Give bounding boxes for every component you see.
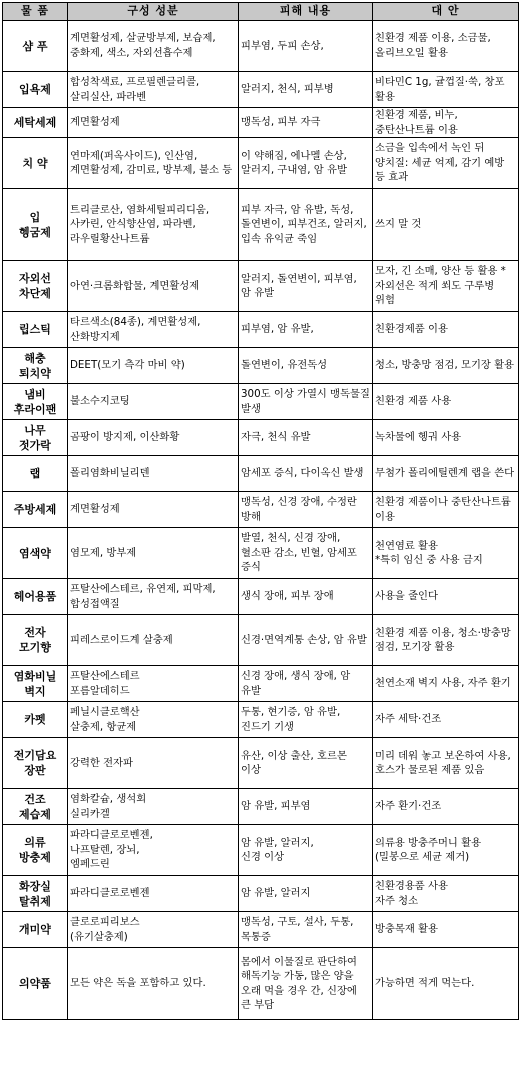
cell-harm: 300도 이상 가열시 맹독물질 발생 (239, 384, 373, 420)
cell-ingredients: 페닐시클로핵산 살충제, 항균제 (68, 702, 239, 738)
cell-product: 의약품 (3, 948, 68, 1020)
cell-alternative: 미리 데워 놓고 보온하여 사용, 호스가 물로된 제품 있음 (373, 738, 519, 789)
cell-product: 카펫 (3, 702, 68, 738)
cell-ingredients: 염화칼슘, 생석회 실리카겔 (68, 789, 239, 825)
cell-ingredients: 피레스로이드계 살충제 (68, 615, 239, 666)
cell-product: 염색약 (3, 528, 68, 579)
cell-ingredients: 파라디클로로벤젠, 나프탈렌, 장뇌, 엠페드린 (68, 825, 239, 876)
table-row (3, 579, 519, 615)
table-body (3, 21, 519, 1020)
header-alternative: 대 안 (373, 3, 519, 21)
cell-ingredients: 프탈산에스테르 포름알데히드 (68, 666, 239, 702)
cell-ingredients: 모든 약은 독을 포함하고 있다. (68, 948, 239, 1020)
cell-product: 세탁세제 (3, 108, 68, 138)
cell-alternative: 친환경 제품, 비누, 중탄산나트륨 이용 (373, 108, 519, 138)
cell-alternative: 사용을 줄인다 (373, 579, 519, 615)
cell-harm: 피부염, 암 유발, (239, 312, 373, 348)
cell-ingredients: 타르색소(84종), 계면활성제, 산화방지제 (68, 312, 239, 348)
cell-ingredients: 프탈산에스테르, 유연제, 피막제, 합성접액질 (68, 579, 239, 615)
header-product: 물 품 (3, 3, 68, 21)
table-row (3, 825, 519, 876)
cell-product: 입 헹굼제 (3, 189, 68, 261)
cell-ingredients: DEET(모기 측각 마비 약) (68, 348, 239, 384)
cell-alternative: 방충목재 활용 (373, 912, 519, 948)
cell-ingredients: 불소수지코팅 (68, 384, 239, 420)
cell-harm: 맹독성, 구토, 설사, 두통, 목통증 (239, 912, 373, 948)
cell-harm: 암 유발, 피부염 (239, 789, 373, 825)
cell-ingredients: 강력한 전자파 (68, 738, 239, 789)
cell-product: 랩 (3, 456, 68, 492)
cell-alternative: 비타민C 1g, 귤껍질·쑥, 창포 활용 (373, 72, 519, 108)
table-row (3, 138, 519, 189)
table-row (3, 72, 519, 108)
cell-ingredients: 아연·크롬화합물, 계면활성제 (68, 261, 239, 312)
table-row (3, 21, 519, 72)
cell-alternative: 무첨가 폴리에틸렌계 랩을 쓴다 (373, 456, 519, 492)
cell-harm: 신경 장애, 생식 장애, 암 유발 (239, 666, 373, 702)
cell-ingredients: 연마제(퍼옥사이드), 인산염, 계면활성제, 감미료, 방부제, 불소 등 (68, 138, 239, 189)
cell-harm: 자극, 천식 유발 (239, 420, 373, 456)
cell-harm: 이 약해짐, 에나멜 손상, 알러지, 구내염, 암 유발 (239, 138, 373, 189)
table-row (3, 948, 519, 1020)
cell-harm: 알러지, 천식, 피부병 (239, 72, 373, 108)
table-header-row (3, 3, 519, 21)
cell-harm: 유산, 이상 출산, 호르몬 이상 (239, 738, 373, 789)
cell-ingredients: 트리클로산, 염화세틸피리디움, 사카린, 안식향산염, 파라벤, 라우릴황산나트륨 (68, 189, 239, 261)
cell-product: 주방세제 (3, 492, 68, 528)
cell-ingredients: 파라디클로로벤젠 (68, 876, 239, 912)
cell-harm: 암 유발, 알러지 (239, 876, 373, 912)
cell-alternative: 친환경 제품 이용, 소금물, 올리브오일 활용 (373, 21, 519, 72)
cell-alternative: 친환경 제품 이용, 청소·방충망 점검, 모기장 활용 (373, 615, 519, 666)
cell-alternative: 소금을 입속에서 녹인 뒤 양치질: 세균 억제, 감기 예방 등 효과 (373, 138, 519, 189)
cell-product: 냄비 후라이팬 (3, 384, 68, 420)
cell-alternative: 청소, 방충망 점검, 모기장 활용 (373, 348, 519, 384)
cell-product: 개미약 (3, 912, 68, 948)
cell-product: 전기담요 장판 (3, 738, 68, 789)
cell-product: 헤어용품 (3, 579, 68, 615)
table-row (3, 666, 519, 702)
table-row (3, 738, 519, 789)
table-row (3, 108, 519, 138)
cell-product: 해충 퇴치약 (3, 348, 68, 384)
cell-harm: 생식 장애, 피부 장애 (239, 579, 373, 615)
cell-harm: 암세포 증식, 다이옥신 발생 (239, 456, 373, 492)
cell-ingredients: 계면활성제 (68, 492, 239, 528)
cell-harm: 발열, 천식, 신경 장애, 혈소판 감소, 빈혈, 암세포 증식 (239, 528, 373, 579)
cell-harm: 암 유발, 알러지, 신경 이상 (239, 825, 373, 876)
cell-ingredients: 합성착색료, 프로필렌글리콜, 살리실산, 파라벤 (68, 72, 239, 108)
cell-product: 화장실 탈취제 (3, 876, 68, 912)
cell-product: 치 약 (3, 138, 68, 189)
table-row (3, 789, 519, 825)
cell-alternative: 가능하면 적게 먹는다. (373, 948, 519, 1020)
cell-ingredients: 염모제, 방부제 (68, 528, 239, 579)
table-row (3, 912, 519, 948)
table-row (3, 492, 519, 528)
table-row (3, 456, 519, 492)
cell-alternative: 의류용 방충주머니 활용 (밀봉으로 세균 제거) (373, 825, 519, 876)
table-row (3, 528, 519, 579)
hazard-table (2, 2, 519, 1020)
cell-ingredients: 계면활성제, 살균방부제, 보습제, 중화제, 색소, 자외선흡수제 (68, 21, 239, 72)
cell-harm: 피부염, 두피 손상, (239, 21, 373, 72)
cell-product: 건조 제습제 (3, 789, 68, 825)
cell-alternative: 모자, 긴 소매, 양산 등 활용 *자외선은 적게 쐬도 구루병 위험 (373, 261, 519, 312)
cell-product: 자외선 차단제 (3, 261, 68, 312)
cell-harm: 알러지, 돌연변이, 피부염, 암 유발 (239, 261, 373, 312)
table-row (3, 876, 519, 912)
cell-alternative: 쓰지 말 것 (373, 189, 519, 261)
table-row (3, 702, 519, 738)
cell-ingredients: 클로로피리보스 (유기살충제) (68, 912, 239, 948)
cell-harm: 신경·면역계통 손상, 암 유발 (239, 615, 373, 666)
cell-product: 립스틱 (3, 312, 68, 348)
cell-ingredients: 폴리염화비닐리덴 (68, 456, 239, 492)
cell-product: 전자 모기향 (3, 615, 68, 666)
cell-ingredients: 계면활성제 (68, 108, 239, 138)
cell-alternative: 천연소재 벽지 사용, 자주 환기 (373, 666, 519, 702)
cell-harm: 돌연변이, 유전독성 (239, 348, 373, 384)
cell-harm: 두통, 현기증, 암 유발, 진드기 기생 (239, 702, 373, 738)
table-row (3, 384, 519, 420)
table-row (3, 348, 519, 384)
header-harm: 피해 내용 (239, 3, 373, 21)
table-row (3, 261, 519, 312)
cell-product: 샴 푸 (3, 21, 68, 72)
cell-alternative: 친환경 제품 사용 (373, 384, 519, 420)
table-row (3, 615, 519, 666)
table-row (3, 312, 519, 348)
table-row (3, 420, 519, 456)
cell-harm: 맹독성, 피부 자극 (239, 108, 373, 138)
cell-alternative: 친환경용품 사용 자주 청소 (373, 876, 519, 912)
cell-harm: 피부 자극, 암 유발, 독성, 돌연변이, 피부건조, 알러지, 입속 유익균 죽임 (239, 189, 373, 261)
cell-alternative: 자주 세탁·건조 (373, 702, 519, 738)
cell-product: 염화비닐 벽지 (3, 666, 68, 702)
cell-product: 나무 젓가락 (3, 420, 68, 456)
cell-harm: 몸에서 이물질로 판단하여 해독기능 가동, 많은 양을 오래 먹을 경우 간, 신장에 큰 부담 (239, 948, 373, 1020)
cell-alternative: 친환경제품 이용 (373, 312, 519, 348)
cell-ingredients: 곰팡이 방지제, 이산화황 (68, 420, 239, 456)
table-row (3, 189, 519, 261)
cell-alternative: 천연염료 활용 *특히 임신 중 사용 금지 (373, 528, 519, 579)
cell-alternative: 자주 환기·건조 (373, 789, 519, 825)
cell-product: 의류 방충제 (3, 825, 68, 876)
cell-alternative: 녹차물에 헹궈 사용 (373, 420, 519, 456)
cell-product: 입욕제 (3, 72, 68, 108)
header-ingredients: 구성 성분 (68, 3, 239, 21)
cell-harm: 맹독성, 신경 장애, 수정란 방해 (239, 492, 373, 528)
cell-alternative: 친환경 제품이나 중탄산나트륨 이용 (373, 492, 519, 528)
